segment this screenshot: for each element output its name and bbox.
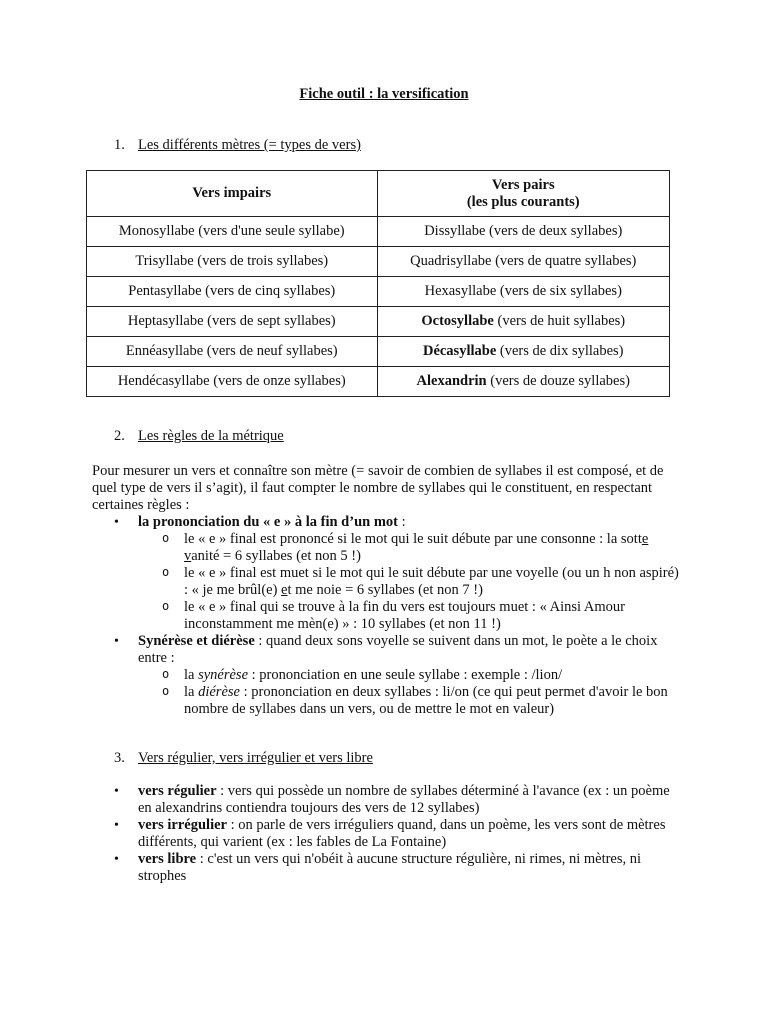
cell-impair: Monosyllabe (vers d'une seule syllabe) [87, 217, 378, 247]
header-vers-pairs-line1: Vers pairs [491, 176, 555, 193]
section-3-title: Vers régulier, vers irrégulier et vers libre [138, 750, 373, 766]
vers-irregulier-bold: vers irrégulier [138, 817, 227, 833]
sub-text: : prononciation en deux syllabes : li/on (ce qui peut permet d'avoir le bon nombre de syllabes dans un vers, ou de mettre le mot en valeur) [184, 684, 668, 717]
vers-libre-bold: vers libre [138, 851, 197, 867]
cell-pair-text: Quadrisyllabe (vers de quatre syllabes) [410, 253, 637, 269]
cell-impair: Ennéasyllabe (vers de neuf syllabes) [87, 337, 378, 367]
sub-text: anité = 6 syllabes (et non 5 !) [191, 548, 361, 564]
sub-text: la [184, 667, 199, 683]
cell-impair: Pentasyllabe (vers de cinq syllabes) [87, 277, 378, 307]
sub-text: : prononciation en une seule syllabe : exemple : /lion/ [248, 667, 563, 683]
sub-text: le « e » final est prononcé si le mot qui le suit débute par une consonne : la sott [184, 531, 642, 547]
cell-pair [377, 307, 670, 337]
sub-text: le « e » final qui se trouve à la fin du vers est toujours muet : « Ainsi Amour inconstamment me mèn(e) » : 10 syllabes (et non 11 !) [184, 599, 625, 632]
list-item [138, 684, 682, 718]
section-1-number: 1. [114, 137, 125, 153]
list-item [92, 817, 682, 851]
cell-pair-text: Dissyllabe (vers de deux syllabes) [424, 223, 623, 239]
section-3-heading [114, 750, 373, 767]
sub-text: le « e » final est muet si le mot qui le suit débute par une voyelle (ou un h non aspiré) : « je me brûl(e) [184, 565, 679, 598]
header-vers-pairs [377, 171, 670, 217]
rule-synerese-sublist [138, 667, 682, 718]
rules-list [92, 514, 682, 718]
cell-pair [377, 337, 670, 367]
sub-text: la [184, 684, 199, 700]
vers-libre-text: : c'est un vers qui n'obéit à aucune structure régulière, ni rimes, ni mètres, ni strophes [138, 851, 642, 884]
header-vers-pairs-line2: (les plus courants) [466, 193, 580, 210]
vers-irregulier-text: : on parle de vers irréguliers quand, dans un poème, les vers sont de mètres différents, qui varient (ex : les fables de La Fontaine) [138, 817, 666, 850]
cell-pair [377, 367, 670, 397]
table-row [87, 307, 670, 337]
rule-synerese-text: : quand deux sons voyelle se suivent dans un mot, le poète a le choix entre : [138, 633, 658, 666]
table-row [87, 217, 670, 247]
cell-pair [377, 277, 670, 307]
list-item [138, 565, 682, 599]
cell-pair [377, 217, 670, 247]
sub-italic: diérèse [198, 684, 240, 700]
rule-e-final-bold: la prononciation du « e » à la fin d’un mot [138, 514, 398, 530]
header-vers-impairs: Vers impairs [87, 171, 378, 217]
table-row [87, 247, 670, 277]
list-item [138, 667, 682, 684]
sub-underline: e [641, 531, 649, 547]
vers-types-list [92, 783, 682, 885]
cell-pair-bold: Octosyllabe [421, 313, 494, 329]
table-row [87, 337, 670, 367]
rule-e-final-text: : [397, 514, 406, 530]
cell-pair-text: Hexasyllabe (vers de six syllabes) [424, 283, 622, 299]
list-item [92, 851, 682, 885]
cell-impair: Trisyllabe (vers de trois syllabes) [87, 247, 378, 277]
list-item [92, 783, 682, 817]
sub-italic: synérèse [198, 667, 249, 683]
cell-impair: Heptasyllabe (vers de sept syllabes) [87, 307, 378, 337]
table-header-row [87, 171, 670, 217]
rule-e-final-sublist [138, 531, 682, 633]
section-3-number: 3. [114, 750, 125, 766]
table-row [87, 277, 670, 307]
list-item [138, 599, 682, 633]
section-2-intro: Pour mesurer un vers et connaître son mètre (= savoir de combien de syllabes il est composé, et de quel type de vers il s’agit), il faut compter le nombre de syllabes qui le constituent, en respectant certaines règles : [92, 463, 664, 513]
section-1-title: Les différents mètres (= types de vers) [138, 137, 361, 153]
section-2-body [92, 463, 682, 718]
section-3-body [92, 783, 682, 885]
cell-pair-text: (vers de douze syllabes) [486, 373, 630, 389]
cell-pair-text: (vers de dix syllabes) [496, 343, 624, 359]
section-1-heading [114, 137, 361, 154]
vers-regulier-bold: vers régulier [138, 783, 217, 799]
table-row [87, 367, 670, 397]
list-item [138, 531, 682, 565]
metres-table [86, 170, 670, 397]
section-2-heading [114, 428, 284, 445]
cell-impair: Hendécasyllabe (vers de onze syllabes) [87, 367, 378, 397]
list-item [92, 633, 682, 718]
rule-synerese-bold: Synérèse et diérèse [138, 633, 255, 649]
sub-underline: e [281, 582, 288, 598]
page-title: Fiche outil : la versification [299, 86, 469, 102]
cell-pair-text: (vers de huit syllabes) [493, 313, 626, 329]
vers-regulier-text: : vers qui possède un nombre de syllabes déterminé à l'avance (ex : un poème en alexandrins contiendra toujours des vers de 12 syllabes) [138, 783, 670, 816]
section-2-number: 2. [114, 428, 125, 444]
sub-underline: v [184, 548, 192, 564]
list-item [92, 514, 682, 633]
cell-pair-bold: Alexandrin [416, 373, 487, 389]
cell-pair [377, 247, 670, 277]
cell-pair-bold: Décasyllabe [422, 343, 497, 359]
sub-text: t me noie = 6 syllabes (et non 7 !) [287, 582, 483, 598]
section-2-title: Les règles de la métrique [138, 428, 284, 444]
